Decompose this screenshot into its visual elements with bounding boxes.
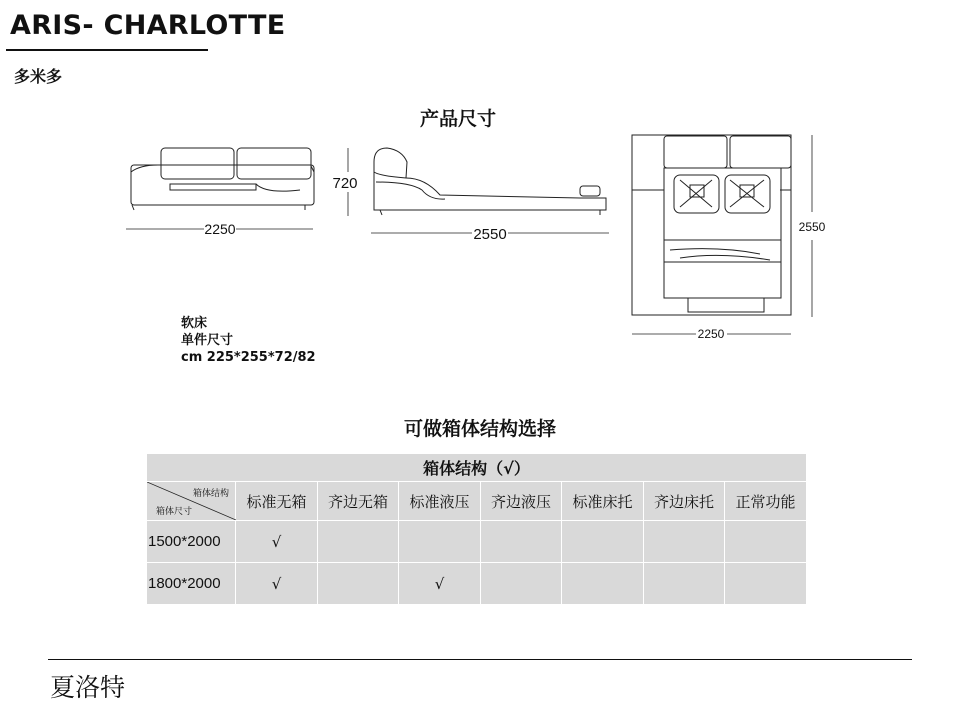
- top-view-drawing: [632, 135, 812, 334]
- column-header: 齐边无箱: [318, 482, 399, 521]
- column-header: 标准床托: [562, 482, 644, 521]
- corner-header-cell: [147, 482, 236, 521]
- column-header: 正常功能: [725, 482, 807, 521]
- option-cell: [399, 521, 481, 563]
- front-width-label: 2250: [204, 221, 236, 237]
- footer-divider: [48, 659, 912, 660]
- top-width-label: 2250: [697, 327, 725, 341]
- corner-bottom-label: 箱体尺寸: [156, 507, 193, 517]
- spec-block: [181, 315, 316, 366]
- option-cell: √: [399, 563, 481, 605]
- table-header-row: [147, 482, 807, 521]
- page-title: ARIS- CHARLOTTE: [10, 10, 286, 41]
- column-header: 齐边床托: [644, 482, 725, 521]
- option-cell: [318, 563, 399, 605]
- front-view-drawing: [126, 148, 314, 229]
- option-cell: [318, 521, 399, 563]
- option-cell: [725, 521, 807, 563]
- brand-name: 多米多: [14, 67, 63, 86]
- option-cell: [644, 521, 725, 563]
- side-height-label: 720: [332, 175, 358, 192]
- spec-size: cm 225*255*72/82: [181, 350, 316, 365]
- side-length-label: 2550: [473, 226, 507, 243]
- spec-label: 单件尺寸: [181, 333, 234, 348]
- option-cell: [644, 563, 725, 605]
- option-cell: [725, 563, 807, 605]
- structure-table: [146, 453, 807, 605]
- option-cell: √: [236, 521, 318, 563]
- option-cell: [481, 563, 562, 605]
- column-header: 齐边液压: [481, 482, 562, 521]
- option-cell: [481, 521, 562, 563]
- option-cell: [562, 521, 644, 563]
- spec-type: 软床: [181, 316, 208, 331]
- footer-product-name: 夏洛特: [50, 673, 126, 702]
- table-row: [147, 563, 807, 605]
- corner-top-label: 箱体结构: [192, 489, 229, 499]
- dimensions-heading: 产品尺寸: [419, 108, 496, 130]
- side-view-drawing: [348, 148, 609, 233]
- top-length-label: 2550: [798, 220, 826, 234]
- structure-heading: 可做箱体结构选择: [403, 418, 556, 440]
- row-size-cell: 1800*2000: [147, 563, 236, 605]
- table-caption: 箱体结构（√）: [147, 454, 807, 482]
- option-cell: [562, 563, 644, 605]
- table-row: [147, 521, 807, 563]
- row-size-cell: 1500*2000: [147, 521, 236, 563]
- option-cell: √: [236, 563, 318, 605]
- column-header: 标准无箱: [236, 482, 318, 521]
- column-header: 标准液压: [399, 482, 481, 521]
